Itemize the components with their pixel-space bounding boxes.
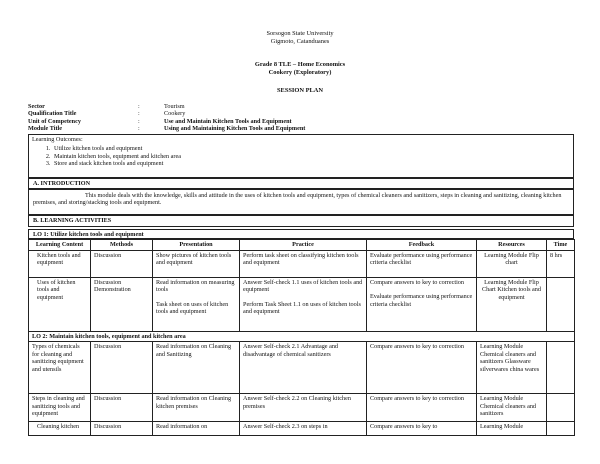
learning-outcomes-title: Learning Outcomes: xyxy=(32,136,83,143)
table-row: Kitchen tools and equipment Discussion Show pictures of kitchen tools and equipment Perform task sheet on classifying kitchen tools and equipment Evaluate performance using performance criteria checklist Learning Module Flip chart 8 hrs xyxy=(29,251,575,278)
activities-table xyxy=(28,239,575,436)
lo2-heading: LO 2: Maintain kitchen tools, equipment and kitchen area xyxy=(29,332,575,342)
learning-outcome-item: 2. Maintain kitchen tools, equipment and kitchen area xyxy=(52,153,570,160)
col-resources: Resources xyxy=(477,240,547,251)
meta-row-module: Module Title : Using and Maintaining Kitchen Tools and Equipment xyxy=(28,125,306,133)
introduction-heading: A. INTRODUCTION xyxy=(28,178,574,189)
learning-outcome-item: 3. Store and stack kitchen tools and equipment xyxy=(52,160,570,167)
learning-activities-heading: B. LEARNING ACTIVITIES xyxy=(28,215,574,227)
learning-outcome-item: 1. Utilize kitchen tools and equipment xyxy=(52,145,570,152)
introduction-body xyxy=(28,189,574,215)
table-row: Types of chemicals for cleaning and sanitizing equipment and utensils Discussion Read information on Cleaning and Sanitizing Answer Self-check 2.1 Advantage and disadvantage of chemical sanitizers Compare answers to key to correction Learning Module Chemical cleaners and sanitizers Glassware silverwares china wares xyxy=(29,342,575,394)
lo2-heading-row xyxy=(29,332,575,342)
table-row: Steps in cleaning and sanitizing tools and equipment Discussion Read information on Cleaning kitchen premises Answer Self-check 2.2 on Cleaning kitchen premises Compare answers to key to correction Learning Module Chemical cleaners and sanitizers xyxy=(29,394,575,422)
table-row: Cleaning kitchen Discussion Read information on Answer Self-check 2.3 on steps in Compare answers to key to Learning Module xyxy=(29,422,575,436)
col-feedback: Feedback xyxy=(367,240,477,251)
plan-title: SESSION PLAN xyxy=(277,87,323,94)
table-row: Uses of kitchen tools and equipment Discussion Demonstration Read information on measuring tools Task sheet on uses of kitchen tools and equipment Answer Self-check 1.1 uses of kitchen tools and equipment Perform Task Sheet 1.1 on uses of kitchen tools and equipment Compare answers to key to correction Evaluate performance using performance criteria checklist Learning Module Flip Chart Kitchen tools and equipment xyxy=(29,278,575,332)
module-info xyxy=(28,103,305,133)
col-time: Time xyxy=(547,240,575,251)
university-name: Sorsogon State University xyxy=(266,30,334,37)
col-practice: Practice xyxy=(240,240,367,251)
col-methods: Methods xyxy=(91,240,153,251)
learning-outcomes-box xyxy=(28,134,574,178)
introduction-text: This module deals with the knowledge, skills and attitude in the uses of kitchen tools and equipment, types of chemical cleaners and sanitizers, steps in cleaning and sanitizing, cleaning kitchen premises, and storing/stacking tools and equipment. xyxy=(33,192,562,207)
col-learning-content: Learning Content xyxy=(29,240,91,251)
lo1-heading: LO 1: Utilize kitchen tools and equipment xyxy=(28,229,574,239)
campus-name: Gigmoto, Catanduanes xyxy=(270,38,330,45)
subject-title: Cookery (Exploratory) xyxy=(268,69,332,76)
col-presentation: Presentation xyxy=(153,240,240,251)
meta-row-sector: Sector : Tourism xyxy=(28,103,185,110)
grade-title: Grade 8 TLE – Home Economics xyxy=(254,61,346,68)
meta-row-unit: Unit of Competency : Use and Maintain Kitchen Tools and Equipment xyxy=(28,117,292,125)
meta-row-qualification: Qualification Title : Cookery xyxy=(28,110,186,118)
table-header-row xyxy=(29,240,575,251)
